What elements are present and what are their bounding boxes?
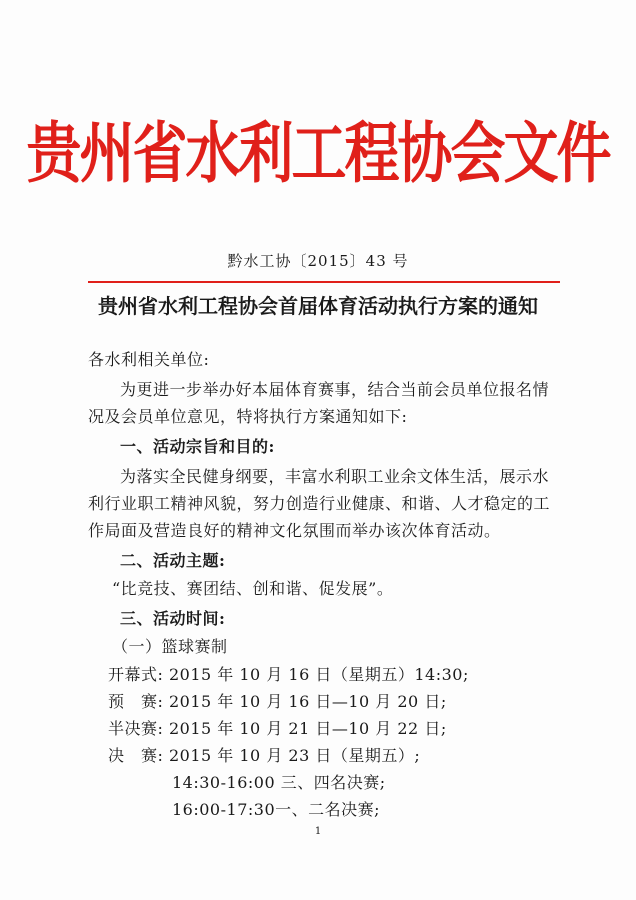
schedule-final-match-2: 16:00-17:30一、二名决赛;: [172, 800, 381, 819]
red-divider-rule: [88, 281, 560, 283]
schedule-final: 决 赛: 2015 年 10 月 23 日（星期五）;: [108, 746, 421, 765]
section-2-body: “比竞技、赛团结、创和谐、促发展”。: [112, 579, 394, 598]
section-3-sub-heading: （一）篮球赛制: [112, 637, 228, 656]
schedule-opening: 开幕式: 2015 年 10 月 16 日（星期五）14:30;: [108, 665, 469, 684]
schedule-semifinal: 半决赛: 2015 年 10 月 21 日—10 月 22 日;: [108, 719, 447, 738]
document-header-title: 贵州省水利工程协会文件: [26, 113, 610, 192]
schedule-final-match-1: 14:30-16:00 三、四名决赛;: [172, 773, 386, 792]
section-3-heading: 三、活动时间:: [120, 609, 226, 628]
intro-line-2: 况及会员单位意见，特将执行方案通知如下:: [88, 407, 408, 426]
section-1-line-3: 作局面及营造良好的精神文化氛围而举办该次体育活动。: [88, 521, 501, 540]
intro-line-1: 为更进一步举办好本届体育赛事，结合当前会员单位报名情: [120, 380, 550, 399]
section-2-heading: 二、活动主题:: [120, 551, 226, 570]
section-1-heading: 一、活动宗旨和目的:: [120, 437, 275, 456]
document-number: 黔水工协〔2015〕43 号: [227, 252, 409, 270]
page-number: 1: [314, 826, 322, 837]
schedule-preliminary: 预 赛: 2015 年 10 月 16 日—10 月 20 日;: [108, 692, 447, 711]
section-1-line-2: 利行业职工精神风貌，努力创造行业健康、和谐、人才稳定的工: [88, 494, 551, 513]
section-1-line-1: 为落实全民健身纲要，丰富水利职工业余文体生活，展示水: [120, 467, 550, 486]
notice-title: 贵州省水利工程协会首届体育活动执行方案的通知: [98, 294, 538, 318]
salutation: 各水利相关单位:: [88, 350, 210, 369]
